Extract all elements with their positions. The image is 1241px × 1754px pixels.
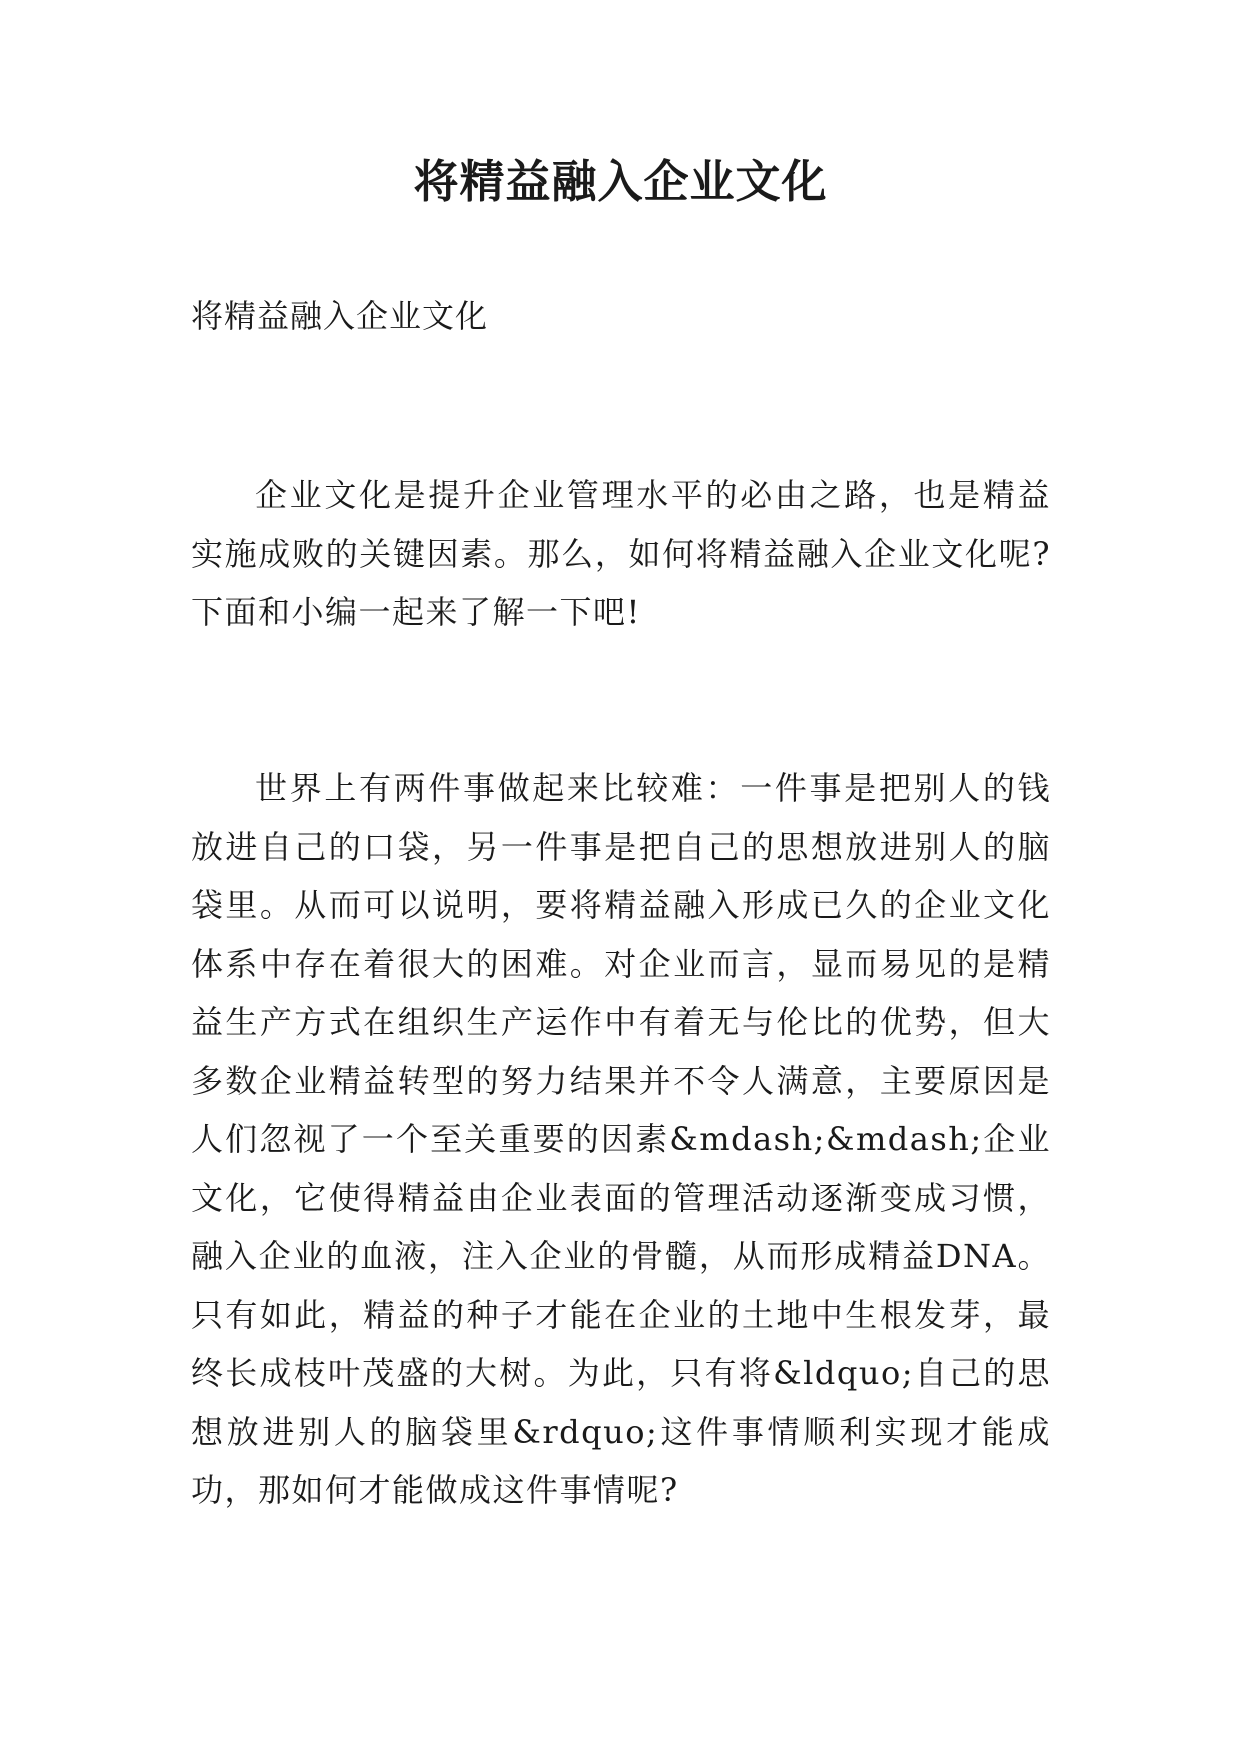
document-title: 将精益融入企业文化 [413, 155, 828, 208]
paragraph-intro: 企业文化是提升企业管理水平的必由之路，也是精益实施成败的关键因素。那么，如何将精益融入企业文化呢?下面和小编一起来了解一下吧! [191, 476, 1051, 631]
document-subtitle: 将精益融入企业文化 [191, 297, 489, 335]
paragraph-body: 世界上有两件事做起来比较难：一件事是把别人的钱放进自己的口袋，另一件事是把自己的思想放进别人的脑袋里。从而可以说明，要将精益融入形成已久的企业文化体系中存在着很大的困难。对企业而言，显而易见的是精益生产方式在组织生产运作中有着无与伦比的优势，但大多数企业精益转型的努力结果并不令人满意，主要原因是人们忽视了一个至关重要的因素&mdash;&mdash;企业文化，它使得精益由企业表面的管理活动逐渐变成习惯，融入企业的血液，注入企业的骨髓，从而形成精益DNA。只有如此，精益的种子才能在企业的土地中生根发芽，最终长成枝叶茂盛的大树。为此，只有将&ldquo;自己的思想放进别人的脑袋里&rdquo;这件事情顺利实现才能成功，那如何才能做成这件事情呢? [191, 769, 1051, 1509]
